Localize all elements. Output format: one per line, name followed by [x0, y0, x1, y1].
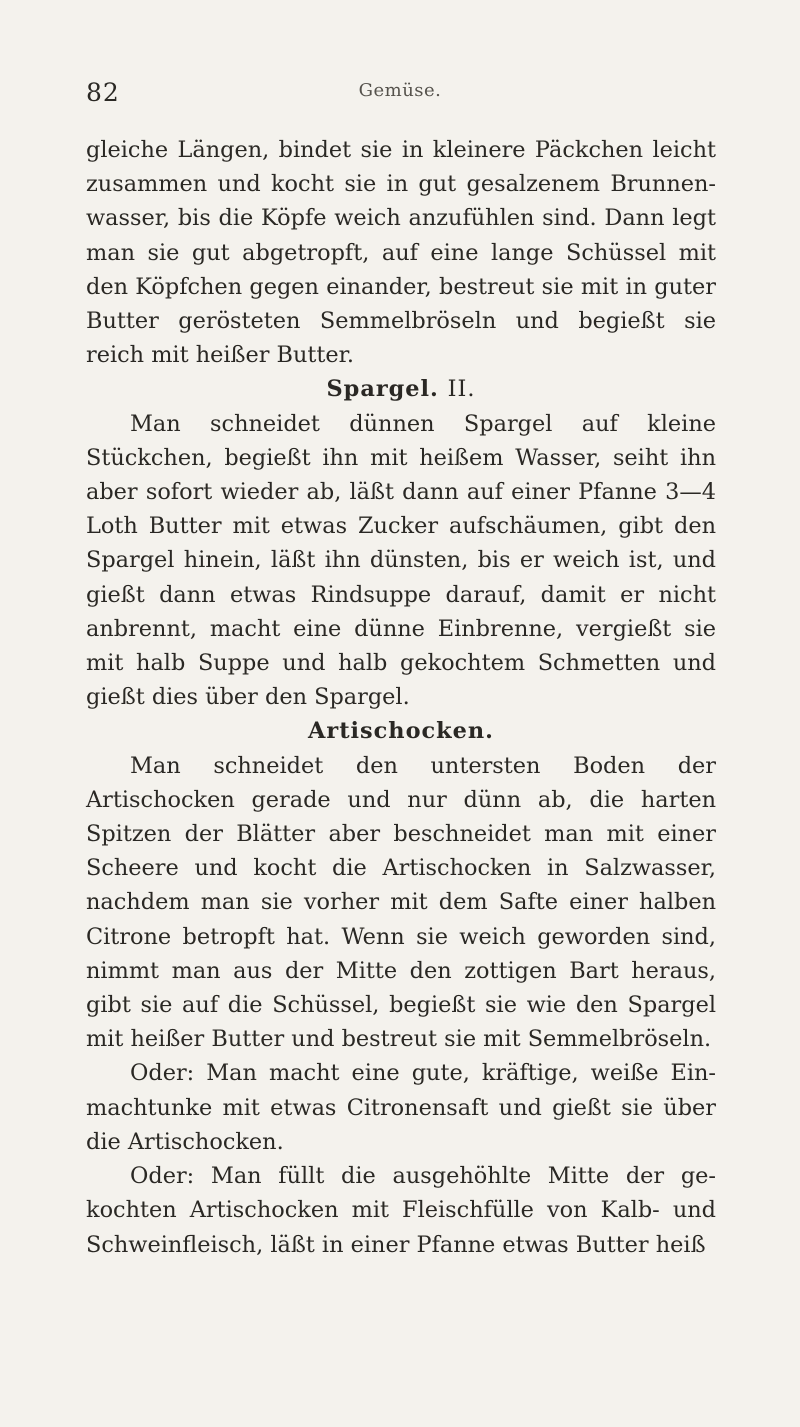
artischocken-paragraph-2: Oder: Man macht eine gute, kräftige, weiße Ein-machtunke mit etwas Citronensaft und gießt sie über die Artischocken. [86, 1060, 716, 1155]
intro-paragraph: gleiche Längen, bindet sie in kleinere Päckchen leicht zusammen und kocht sie in gut gesalzenem Brunnen-wasser, bis die Köpfe weich anzufühlen sind. Dann legt man sie gut abgetropft, auf eine lange Schüssel mit den Köpfchen gegen einander, bestreut sie mit in guter Butter gerösteten Semmelbröseln und begießt sie reich mit heißer Butter. [86, 137, 716, 369]
running-head: Gemüse. [358, 80, 442, 101]
body-text [86, 133, 716, 1262]
spargel-paragraph: Man schneidet dünnen Spargel auf kleine Stückchen, begießt ihn mit heißem Wasser, seiht ihn aber sofort wieder ab, läßt dann auf einer Pfanne 3—4 Loth Butter mit etwas Zucker aufschäumen, gibt den Spargel hinein, läßt ihn dünsten, bis er weich ist, und gießt dann etwas Rindsuppe darauf, damit er nicht anbrennt, macht eine dünne Einbrenne, vergießt sie mit halb Suppe und halb gekochtem Schmetten und gießt dies über den Spargel. [86, 410, 716, 711]
spargel-heading-title: Spargel. [326, 376, 439, 403]
artischocken-heading: Artischocken. [308, 718, 494, 745]
spargel-heading [86, 372, 716, 406]
page-header [86, 78, 714, 114]
page-number: 82 [86, 78, 120, 107]
artischocken-paragraph-3: Oder: Man füllt die ausgehöhlte Mitte der ge-kochten Artischocken mit Fleischfülle von Kalb- und Schweinfleisch, läßt in einer Pfanne etwas Butter heiß [86, 1163, 716, 1258]
artischocken-paragraph-1: Man schneidet den untersten Boden der Artischocken gerade und nur dünn ab, die harten Spitzen der Blätter aber beschneidet man mit einer Scheere und kocht die Artischocken in Salzwasser, nachdem man sie vorher mit dem Safte einer halben Citrone betropft hat. Wenn sie weich geworden sind, nimmt man aus der Mitte den zottigen Bart heraus, gibt sie auf die Schüssel, begießt sie wie den Spargel mit heißer Butter und bestreut sie mit Semmelbröseln. [86, 752, 716, 1053]
spargel-heading-number: II. [447, 376, 476, 403]
